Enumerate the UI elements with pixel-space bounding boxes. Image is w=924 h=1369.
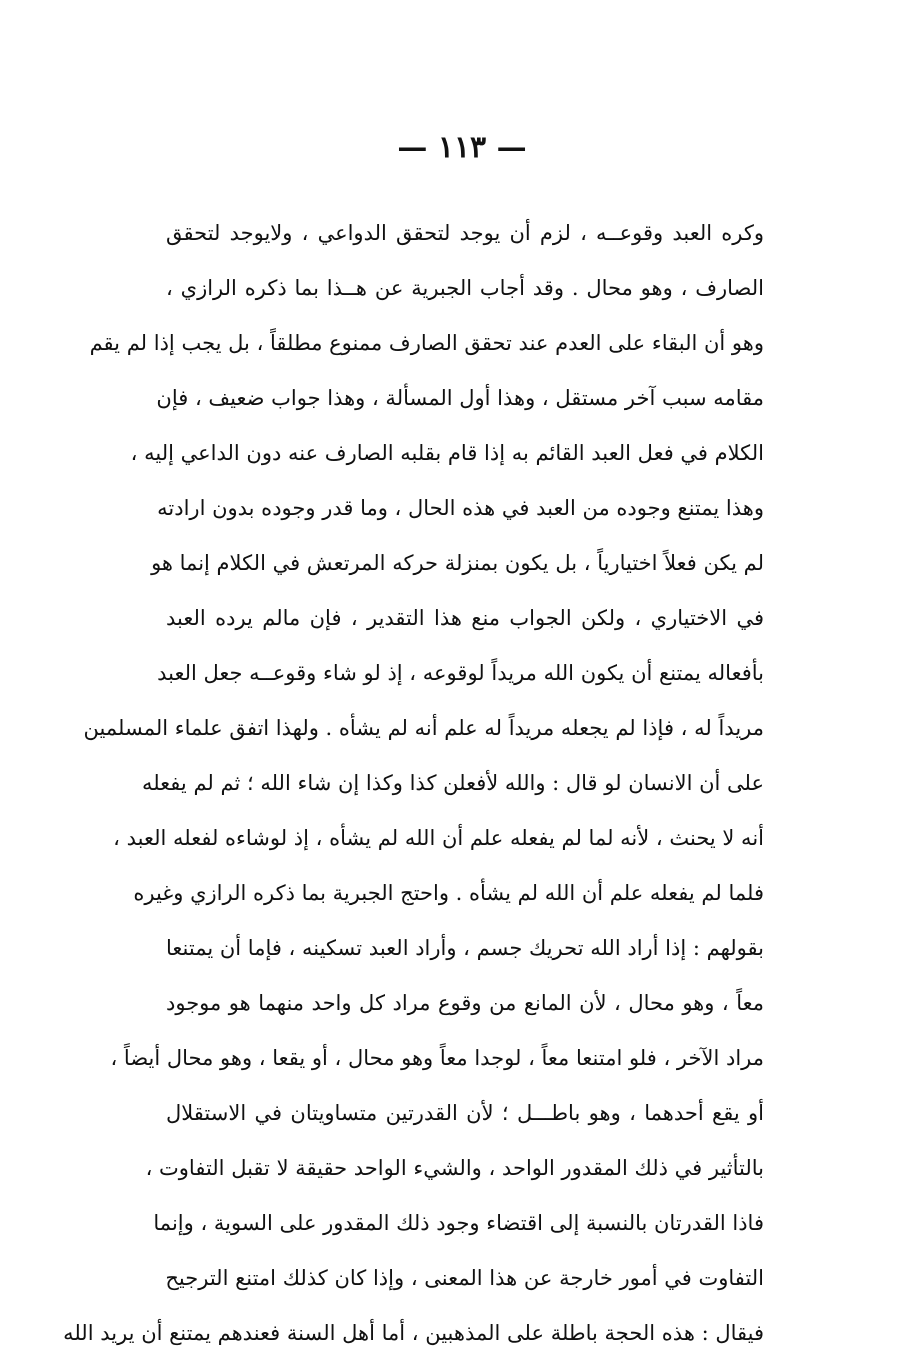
text-line: وهو أن البقاء على العدم عند تحقق الصارف ممنوع مطلقاً ، بل يجب إذا لم يقم <box>89 331 764 355</box>
text-line: في الاختياري ، ولكن الجواب منع هذا التقدير ، فإن مالم يرده العبد <box>166 606 764 630</box>
text-line: وكره العبد وقوعــه ، لزم أن يوجد لتحقق الدواعي ، ولايوجد لتحقق <box>166 221 764 245</box>
text-line: بالتأثير في ذلك المقدور الواحد ، والشيء الواحد حقيقة لا تقبل التفاوت ، <box>145 1156 764 1180</box>
text-line: أنه لا يحنث ، لأنه لما لم يفعله علم أن الله لم يشأه ، إذ لوشاءه لفعله العبد ، <box>113 826 764 850</box>
text-line: الصارف ، وهو محال . وقد أجاب الجبرية عن هــذا بما ذكره الرازي ، <box>166 276 764 300</box>
text-line: التفاوت في أمور خارجة عن هذا المعنى ، وإذا كان كذلك امتنع الترجيح <box>165 1266 764 1290</box>
text-line: مقامه سبب آخر مستقل ، وهذا أول المسألة ، وهذا جواب ضعيف ، فإن <box>156 386 764 410</box>
text-line: فيقال : هذه الحجة باطلة على المذهبين ، أما أهل السنة فعندهم يمتنع أن يريد الله <box>63 1321 764 1345</box>
text-line: فلما لم يفعله علم أن الله لم يشأه . واحتج الجبرية بما ذكره الرازي وغيره <box>133 881 764 905</box>
text-line: لم يكن فعلاً اختيارياً ، بل يكون بمنزلة حركه المرتعش في الكلام إنما هو <box>151 551 764 575</box>
body-text <box>63 206 764 1361</box>
text-line: أو يقع أحدهما ، وهو باطـــل ؛ لأن القدرتين متساويتان في الاستقلال <box>166 1101 764 1125</box>
text-line: بأفعاله يمتنع أن يكون الله مريداً لوقوعه ، إذ لو شاء وقوعــه جعل العبد <box>157 661 764 685</box>
text-line: مريداً له ، فإذا لم يجعله مريداً له علم أنه لم يشأه . ولهذا اتفق علماء المسلمين <box>83 716 764 740</box>
text-line: على أن الانسان لو قال : والله لأفعلن كذا وكذا إن شاء الله ؛ ثم لم يفعله <box>141 771 764 795</box>
text-line: وهذا يمتنع وجوده من العبد في هذه الحال ، وما قدر وجوده بدون ارادته <box>157 496 764 520</box>
text-line: مراد الآخر ، فلو امتنعا معاً ، لوجدا معاً وهو محال ، أو يقعا ، وهو محال أيضاً ، <box>110 1046 764 1070</box>
text-line: معاً ، وهو محال ، لأن المانع من وقوع مراد كل واحد منهما هو موجود <box>166 991 764 1015</box>
page-number: — ١١٣ — <box>397 130 527 165</box>
text-line: بقولهم : إذا أراد الله تحريك جسم ، وأراد العبد تسكينه ، فإما أن يمتنعا <box>166 936 764 960</box>
text-line: فاذا القدرتان بالنسبة إلى اقتضاء وجود ذلك المقدور على السوية ، وإنما <box>153 1211 764 1235</box>
text-line: الكلام في فعل العبد القائم به إذا قام بقلبه الصارف عنه دون الداعي إليه ، <box>130 441 764 465</box>
